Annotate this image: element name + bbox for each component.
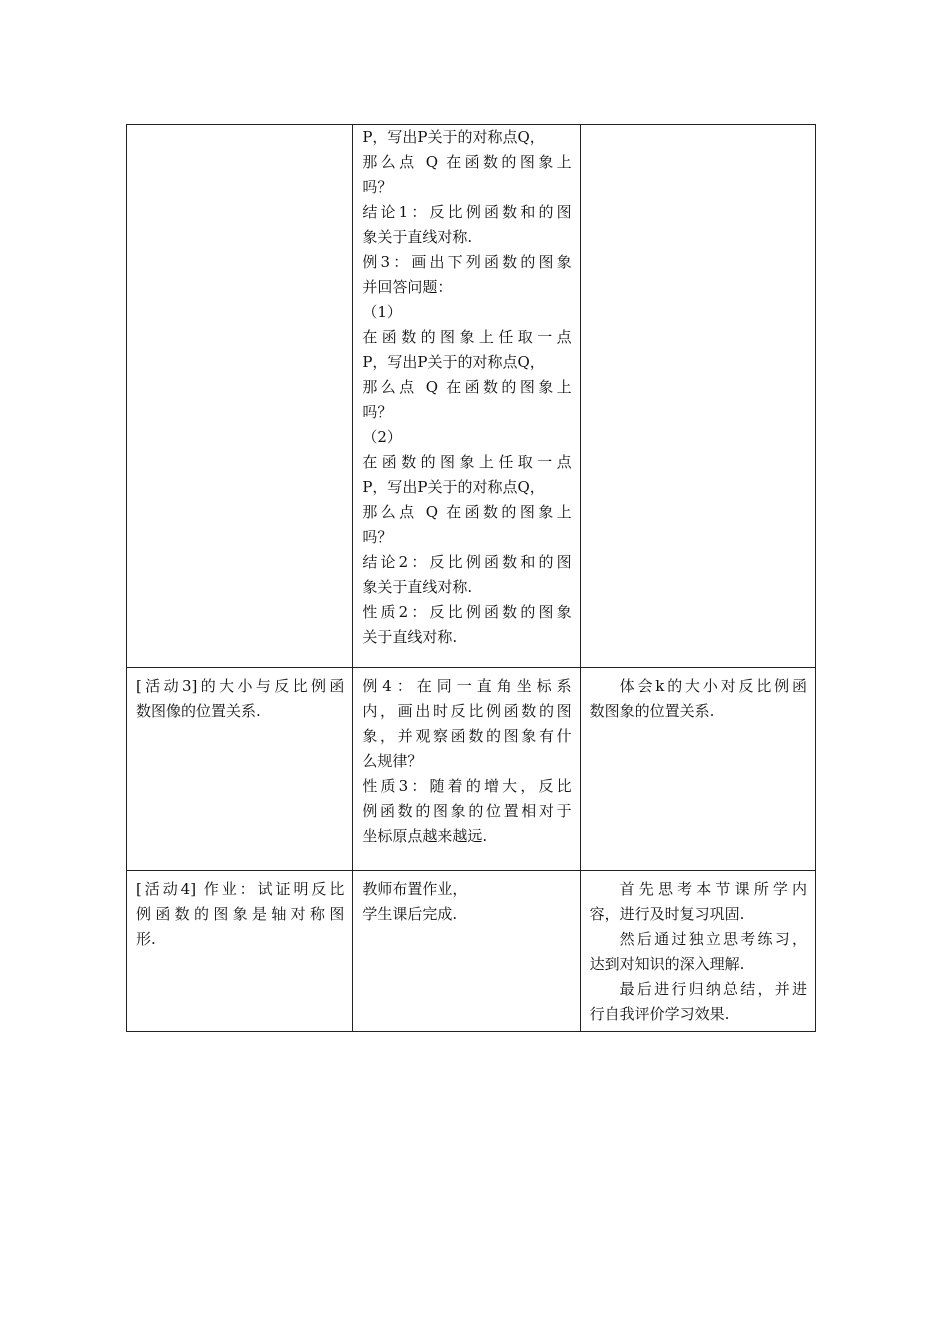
text-line: 容，进行及时复习巩固. — [589, 905, 745, 923]
text-line: 形. — [136, 930, 156, 948]
text-line: 象关于直线对称. — [362, 228, 473, 246]
text-line: 那么点 Q 在函数的图象上 — [362, 503, 572, 521]
text-line: 象，并观察函数的图象有什 — [362, 727, 572, 745]
text-line: 吗？ — [362, 528, 393, 546]
text-line: 在函数的图象上任取一点 — [362, 328, 572, 346]
text-line: 行自我评价学习效果. — [589, 1005, 730, 1023]
table-cell-activity — [127, 871, 353, 1032]
text-line: 性质3：随着的增大，反比 — [362, 777, 572, 795]
table-cell-design-intent — [580, 871, 815, 1032]
table-cell-teacher-content — [353, 668, 580, 871]
text-line: 学生课后完成. — [362, 905, 458, 923]
text-line: 在函数的图象上任取一点 — [362, 453, 572, 471]
text-line: 首先思考本节课所学内 — [619, 880, 807, 898]
text-line: 达到对知识的深入理解. — [589, 955, 745, 973]
text-line: 最后进行归纳总结，并进 — [619, 980, 807, 998]
text-line: 吗？ — [362, 178, 393, 196]
text-line: 内，画出时反比例函数的图 — [362, 702, 572, 720]
text-line: 例4：在同一直角坐标系 — [362, 677, 572, 695]
text-line: 吗？ — [362, 403, 393, 421]
text-line: （1） — [362, 303, 402, 321]
text-line: （2） — [362, 428, 402, 446]
text-line: 结论2：反比例函数和的图 — [362, 553, 572, 571]
text-line: P，写出P关于的对称点Q， — [362, 478, 545, 496]
text-line: 数图象的位置关系. — [589, 702, 715, 720]
table-cell-teacher-content — [353, 871, 580, 1032]
text-line: P，写出P关于的对称点Q， — [362, 128, 545, 146]
text-line: 坐标原点越来越远. — [362, 827, 488, 845]
text-line: 然后通过独立思考练习， — [619, 930, 807, 948]
text-line: 关于直线对称. — [362, 628, 458, 646]
text-line: 并回答问题： — [362, 278, 453, 296]
text-line: 象关于直线对称. — [362, 578, 473, 596]
text-line: 例函数的图象是轴对称图 — [136, 905, 345, 923]
table-row — [127, 125, 816, 668]
text-line: 那么点 Q 在函数的图象上 — [362, 153, 572, 171]
text-line: [活动4] 作业：试证明反比 — [136, 880, 345, 898]
text-line: [活动3]的大小与反比例函 — [136, 677, 345, 695]
lesson-plan-table — [126, 124, 816, 1032]
table-cell-teacher-content — [353, 125, 580, 668]
text-line: 例函数的图象的位置相对于 — [362, 802, 572, 820]
table-row — [127, 871, 816, 1032]
text-line: 结论1：反比例函数和的图 — [362, 203, 572, 221]
text-line: 么规律？ — [362, 752, 423, 770]
text-line: 例3：画出下列函数的图象 — [362, 253, 572, 271]
text-line: 性质2：反比例函数的图象 — [362, 603, 572, 621]
table-cell-activity — [127, 668, 353, 871]
text-line: 教师布置作业， — [362, 880, 468, 898]
table-cell-activity — [127, 125, 353, 668]
text-line: P，写出P关于的对称点Q， — [362, 353, 545, 371]
table-cell-design-intent — [580, 125, 815, 668]
text-line: 体会k的大小对反比例函 — [619, 677, 807, 695]
table-row — [127, 668, 816, 871]
table-cell-design-intent — [580, 668, 815, 871]
text-line: 数图像的位置关系. — [136, 702, 261, 720]
text-line: 那么点 Q 在函数的图象上 — [362, 378, 572, 396]
